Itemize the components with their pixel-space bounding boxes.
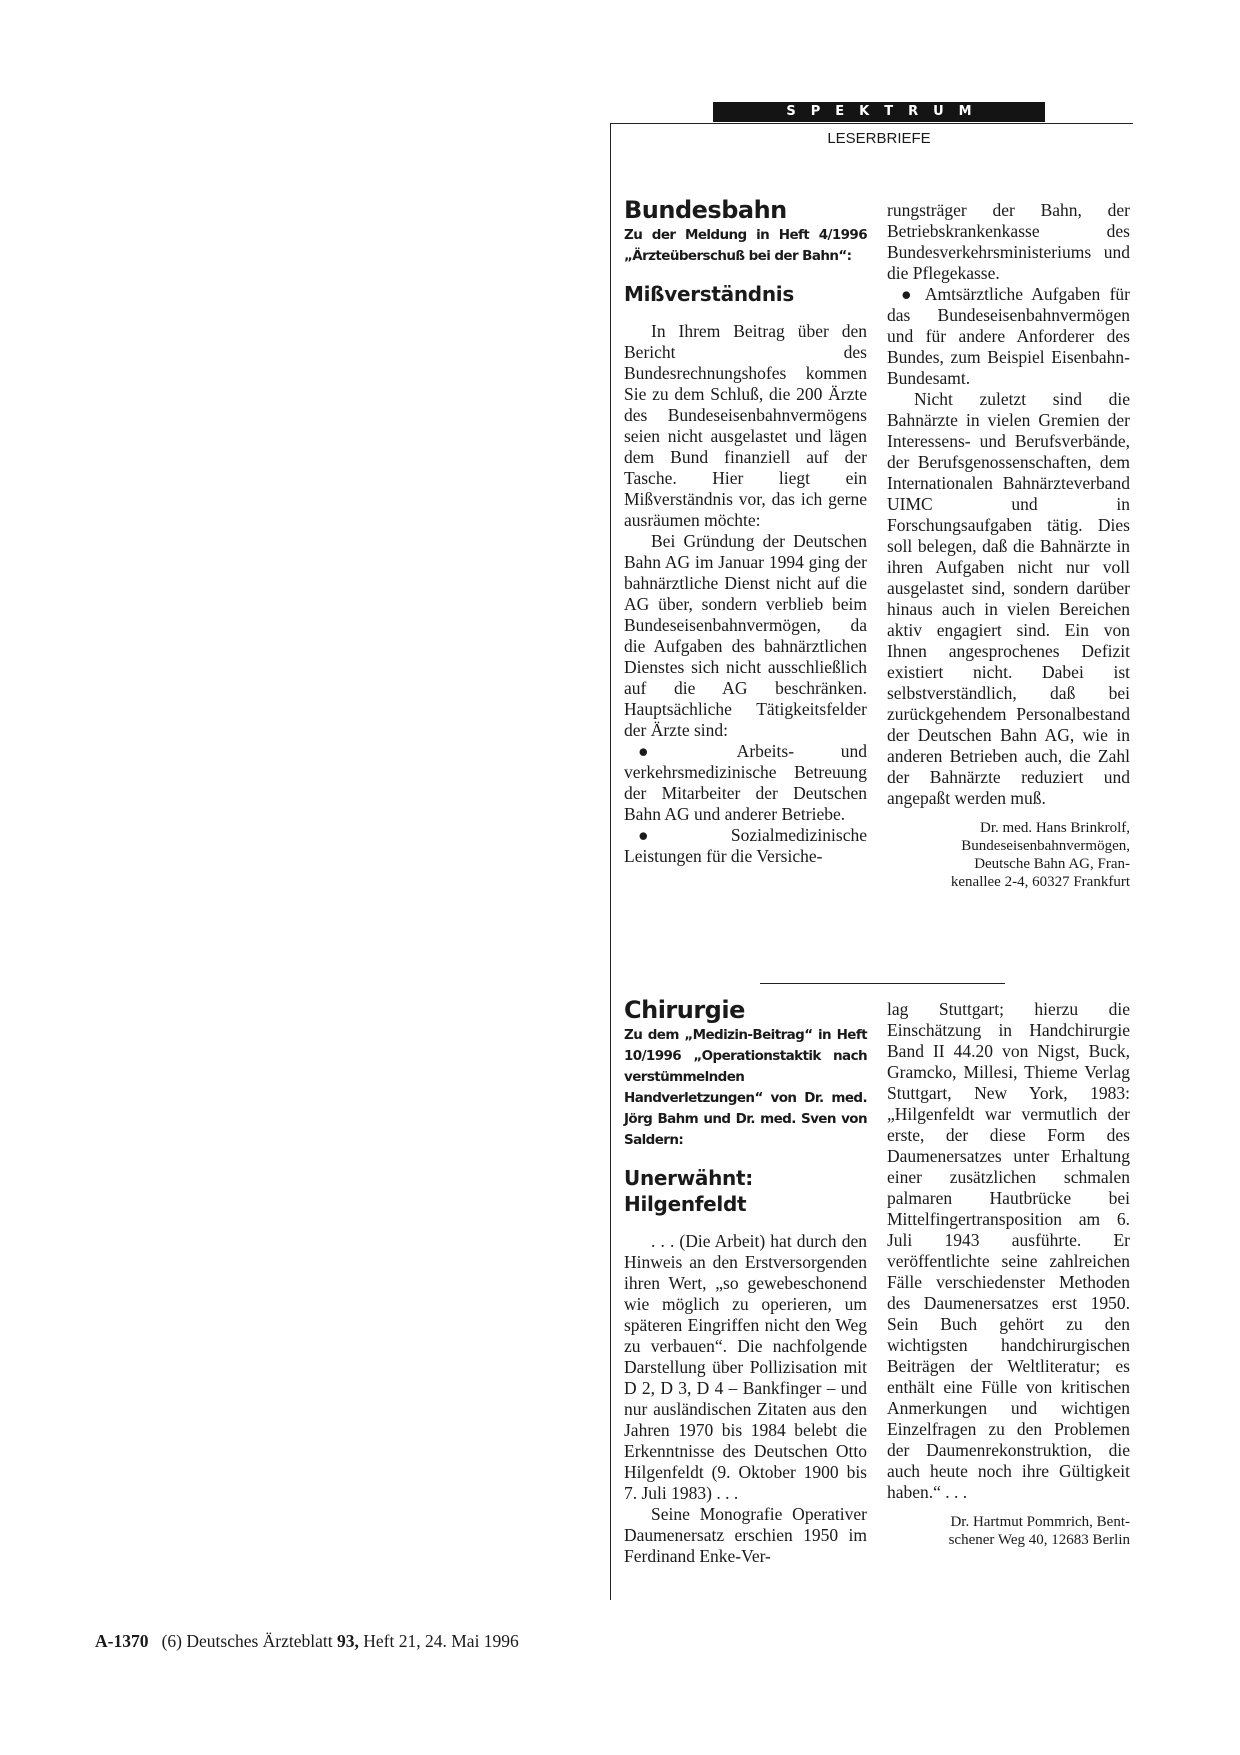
page-number: A-1370 <box>95 1631 149 1651</box>
article1-paragraph: In Ihrem Beitrag über den Bericht des Bundesrechnungshofes kommen Sie zu dem Schluß, die 200 Ärzte des Bundeseisenbahnvermögens seien nicht ausgelastet und lägen dem Bund finanziell auf der Tasche. Hier liegt ein Mißverständnis vor, das ich gerne ausräumen möchte: <box>624 321 867 530</box>
article2-column-left <box>624 995 867 1567</box>
article2-paragraph: Seine Monografie Operativer Daumenersatz erschien 1950 im Ferdinand Enke-Ver- <box>624 1504 867 1566</box>
article2-column-right <box>887 999 1130 1549</box>
column-rule <box>610 123 611 1600</box>
article1-reference: Zu der Meldung in Heft 4/1996 „Ärzteüberschuß bei der Bahn“: <box>624 227 867 264</box>
header-rule <box>610 123 1133 124</box>
article2-paragraph: . . . (Die Arbeit) hat durch den Hinweis an den Erstversorgenden ihren Wert, „so gewebeschonend wie möglich zu operieren, um späteren Eingriffen nicht den Weg zu verbauen“. Die nachfolgende Darstellung über Pollizisation mit D 2, D 3, D 4 – Bankfinger – und nur ausländischen Zitaten aus den Jahren 1970 bis 1984 belebt die Erkenntnisse des Deutschen Otto Hilgenfeldt (9. Oktober 1900 bis 7. Juli 1983) . . . <box>624 1231 867 1503</box>
article2-title: Chirurgie <box>624 996 745 1024</box>
article1-subtitle: Mißverständnis <box>624 282 794 306</box>
article1-paragraph: rungsträger der Bahn, der Betriebskrankenkasse des Bundesverkehrsministeriums und die Pflegekasse. <box>887 200 1130 283</box>
article2-subtitle: Unerwähnt: Hilgenfeldt <box>624 1166 753 1216</box>
signature-line: Deutsche Bahn AG, Fran- <box>974 856 1130 872</box>
journal-name: (6) Deutsches Ärzteblatt <box>161 1631 333 1651</box>
section-subtitle: LESERBRIEFE <box>827 130 931 147</box>
signature-line: Dr. Hartmut Pommrich, Bent- <box>950 1514 1130 1530</box>
article1-column-right <box>887 200 1130 891</box>
signature-line: kenallee 2-4, 60327 Frankfurt <box>950 874 1130 890</box>
article1-title: Bundesbahn <box>624 196 787 224</box>
article2-reference: Zu dem „Medizin-Beitrag“ in Heft 10/1996 „Operationstaktik nach verstümmelnden Handverletzungen“ von Dr. med. Jörg Bahm und Dr. med. Sven von Saldern: <box>624 1027 867 1148</box>
journal-issue: Heft 21, 24. Mai 1996 <box>363 1631 519 1651</box>
article1-paragraph: Nicht zuletzt sind die Bahnärzte in vielen Gremien der Interessens- und Berufsverbände, der Berufsgenossenschaften, dem Internationalen Bahnärzteverband UIMC und in Forschungsaufgaben tätig. Dies soll belegen, daß die Bahnärzte in ihren Aufgaben nicht nur voll ausgelastet sind, sondern darüber hinaus auch in vielen Bereichen aktiv engagiert sind. Ein von Ihnen angesprochenes Defizit existiert nicht. Dabei ist selbstverständlich, daß bei zurückgehendem Personalbestand der Deutschen Bahn AG, wie in anderen Betrieben auch, die Zahl der Bahnärzte reduziert und angepaßt werden muß. <box>887 389 1130 808</box>
section-banner: SPEKTRUM <box>713 102 1045 122</box>
article1-paragraph: Bei Gründung der Deutschen Bahn AG im Januar 1994 ging der bahnärztliche Dienst nicht auf die AG über, sondern verblieb beim Bundeseisenbahnvermögen, da die Aufgaben des bahnärztlichen Dienstes sich nicht ausschließlich auf die AG beschränken. Hauptsächliche Tätigkeitsfelder der Ärzte sind: <box>624 531 867 740</box>
article1-bullet: ● Amtsärztliche Aufgaben für das Bundeseisenbahnvermögen und für andere Anforderer des Bundes, zum Beispiel Eisenbahn-Bundesamt. <box>887 284 1130 388</box>
page-footer <box>95 1631 519 1652</box>
article1-bullet: ● Sozialmedizinische Leistungen für die Versiche- <box>624 825 867 866</box>
signature-line: Bundeseisenbahnvermögen, <box>961 838 1130 854</box>
article1-column-left <box>624 195 867 867</box>
article2-signature <box>887 1513 1130 1549</box>
article1-signature <box>887 819 1130 891</box>
signature-line: Dr. med. Hans Brinkrolf, <box>980 820 1130 836</box>
article1-bullet: ● Arbeits- und verkehrsmedizinische Betreuung der Mitarbeiter der Deutschen Bahn AG und anderer Betriebe. <box>624 741 867 824</box>
journal-volume: 93, <box>337 1631 359 1651</box>
article2-paragraph: lag Stuttgart; hierzu die Einschätzung in Handchirurgie Band II 44.20 von Nigst, Buck, Gramcko, Millesi, Thieme Verlag Stuttgart, New York, 1983: „Hilgenfeldt war vermutlich der erste, der diese Form des Daumenersatzes unter Erhaltung einer zusätzlichen schmalen palmaren Hautbrücke bei Mittelfingertransposition am 6. Juli 1943 ausführte. Er veröffentlichte seine zahlreichen Fälle verschiedenster Methoden des Daumenersatzes erst 1950. Sein Buch gehört zu den wichtigsten handchirurgischen Beiträgen der Weltliteratur; es enthält eine Fülle von kritischen Anmerkungen und wichtigen Einzelfragen zu den Problemen der Daumenrekonstruktion, die auch heute noch ihre Gültigkeit haben.“ . . . <box>887 999 1130 1502</box>
article-divider <box>760 983 1005 984</box>
signature-line: schener Weg 40, 12683 Berlin <box>948 1532 1130 1548</box>
